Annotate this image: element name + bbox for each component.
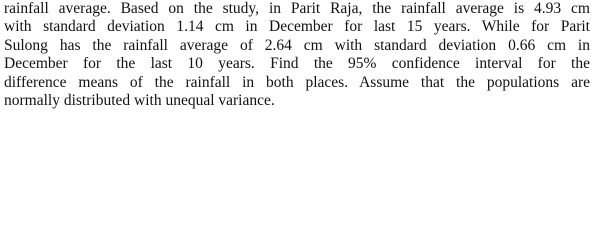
paragraph-line: December for the last 10 years. Find the 95% confidence interval for the (4, 55, 590, 73)
paragraph-line: rainfall average. Based on the study, in Parit Raja, the rainfall average is 4.93 cm (4, 0, 590, 17)
paragraph-line: normally distributed with unequal variance. (4, 91, 275, 109)
paragraph-line: difference means of the rainfall in both places. Assume that the populations are (4, 73, 590, 91)
paragraph-line: Sulong has the rainfall average of 2.64 cm with standard deviation 0.66 cm in (4, 36, 590, 54)
problem-text-paragraph (4, 0, 590, 110)
paragraph-line: with standard deviation 1.14 cm in December for last 15 years. While for Parit (4, 18, 590, 36)
